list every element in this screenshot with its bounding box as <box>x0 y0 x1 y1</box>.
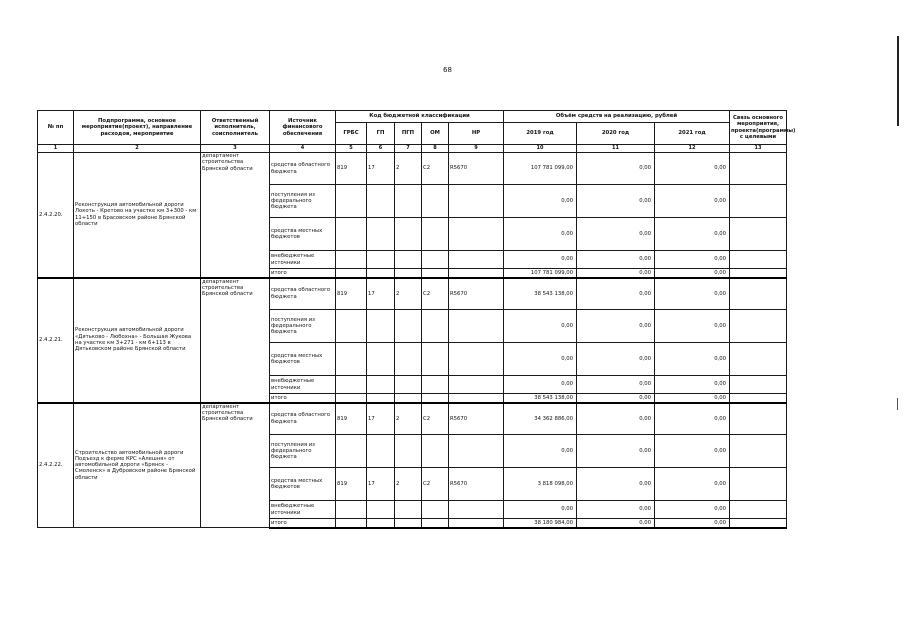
col-number: 7 <box>395 145 422 153</box>
code-gp: 17 <box>367 403 395 435</box>
amount-2020: 0,00 <box>577 403 655 435</box>
code-pgp <box>395 519 422 528</box>
code-gp <box>367 185 395 218</box>
code-pgp <box>395 394 422 403</box>
amount-2020: 0,00 <box>577 153 655 185</box>
amount-2019: 3 818 098,00 <box>504 468 577 501</box>
total-label: итого <box>270 394 336 403</box>
item-number: 2.4.2.22. <box>38 403 74 528</box>
code-nr <box>449 310 504 343</box>
total-2021: 0,00 <box>655 394 730 403</box>
col-number: 1 <box>38 145 74 153</box>
code-pgp: 2 <box>395 468 422 501</box>
header-grbs: ГРБС <box>336 123 367 145</box>
code-grbs <box>336 501 367 519</box>
amount-2019: 0,00 <box>504 251 577 269</box>
item-number: 2.4.2.21. <box>38 278 74 403</box>
code-grbs: 819 <box>336 278 367 310</box>
total-2021: 0,00 <box>655 269 730 278</box>
code-gp <box>367 251 395 269</box>
amount-2021: 0,00 <box>655 376 730 394</box>
code-nr <box>449 343 504 376</box>
funding-source: внебюджетные источники <box>270 251 336 269</box>
code-nr <box>449 501 504 519</box>
header-no: № пп <box>38 111 74 145</box>
code-grbs: 819 <box>336 403 367 435</box>
code-nr <box>449 218 504 251</box>
code-gp <box>367 218 395 251</box>
item-responsible: департамент строительства Брянской области <box>201 403 270 528</box>
header-2019: 2019 год <box>504 123 577 145</box>
code-nr <box>449 394 504 403</box>
total-2020: 0,00 <box>577 269 655 278</box>
amount-2019: 0,00 <box>504 501 577 519</box>
header-row-1 <box>38 111 787 123</box>
amount-2020: 0,00 <box>577 310 655 343</box>
code-nr <box>449 519 504 528</box>
funding-source: средства областного бюджета <box>270 403 336 435</box>
code-om <box>422 501 449 519</box>
amount-2020: 0,00 <box>577 251 655 269</box>
code-om <box>422 269 449 278</box>
table-row <box>38 278 787 310</box>
total-label: итого <box>270 519 336 528</box>
amount-2021: 0,00 <box>655 501 730 519</box>
amount-2021: 0,00 <box>655 218 730 251</box>
funding-source: средства областного бюджета <box>270 278 336 310</box>
link-cell <box>730 394 787 403</box>
amount-2021: 0,00 <box>655 403 730 435</box>
item-responsible: департамент строительства Брянской области <box>201 153 270 278</box>
amount-2020: 0,00 <box>577 185 655 218</box>
header-budget-code: Код бюджетной классификации <box>336 111 504 123</box>
code-om <box>422 394 449 403</box>
code-gp <box>367 519 395 528</box>
header-numbers-row <box>38 145 787 153</box>
total-2019: 38 543 138,00 <box>504 394 577 403</box>
code-grbs <box>336 519 367 528</box>
code-grbs <box>336 269 367 278</box>
code-pgp <box>395 501 422 519</box>
code-gp <box>367 394 395 403</box>
col-number: 5 <box>336 145 367 153</box>
code-om <box>422 218 449 251</box>
header-2020: 2020 год <box>577 123 655 145</box>
col-number: 6 <box>367 145 395 153</box>
col-number: 3 <box>201 145 270 153</box>
budget-table <box>37 110 796 529</box>
amount-2020: 0,00 <box>577 501 655 519</box>
link-cell <box>730 153 787 185</box>
col-number: 12 <box>655 145 730 153</box>
code-pgp <box>395 343 422 376</box>
amount-2021: 0,00 <box>655 310 730 343</box>
link-cell <box>730 218 787 251</box>
code-gp <box>367 435 395 468</box>
link-cell <box>730 519 787 528</box>
code-gp: 17 <box>367 153 395 185</box>
funding-source: средства местных бюджетов <box>270 218 336 251</box>
code-pgp <box>395 218 422 251</box>
header-pgp: ПГП <box>395 123 422 145</box>
code-om: C2 <box>422 403 449 435</box>
header-name: Подпрограмма, основное мероприятие(проект), направление расходов, мероприятие <box>74 111 201 145</box>
code-grbs <box>336 310 367 343</box>
scan-edge-tick <box>897 398 898 410</box>
amount-2019: 0,00 <box>504 185 577 218</box>
header-nr: НР <box>449 123 504 145</box>
total-2020: 0,00 <box>577 394 655 403</box>
code-om: C2 <box>422 468 449 501</box>
amount-2020: 0,00 <box>577 468 655 501</box>
code-om: C2 <box>422 153 449 185</box>
amount-2021: 0,00 <box>655 251 730 269</box>
code-om <box>422 343 449 376</box>
code-om <box>422 185 449 218</box>
amount-2019: 0,00 <box>504 376 577 394</box>
code-pgp <box>395 310 422 343</box>
code-grbs: 819 <box>336 153 367 185</box>
funding-source: поступления из федерального бюджета <box>270 435 336 468</box>
amount-2019: 0,00 <box>504 343 577 376</box>
amount-2019: 0,00 <box>504 310 577 343</box>
code-nr <box>449 435 504 468</box>
amount-2019: 107 781 099,00 <box>504 153 577 185</box>
link-cell <box>730 468 787 501</box>
amount-2021: 0,00 <box>655 468 730 501</box>
item-name: Реконструкция автомобильной дороги Локоть - Кретово на участке км 3+300 - км 11+150 в Брасовском районе Брянской области <box>74 153 201 278</box>
code-pgp: 2 <box>395 153 422 185</box>
link-cell <box>730 376 787 394</box>
col-number: 2 <box>74 145 201 153</box>
code-om <box>422 435 449 468</box>
funding-source: внебюджетные источники <box>270 376 336 394</box>
amount-2019: 0,00 <box>504 218 577 251</box>
code-gp: 17 <box>367 468 395 501</box>
code-grbs <box>336 394 367 403</box>
table-row <box>38 153 787 185</box>
code-nr: R5670 <box>449 153 504 185</box>
link-cell <box>730 278 787 310</box>
header-2021: 2021 год <box>655 123 730 145</box>
item-name: Строительство автомобильной дороги Подъезд к ферме КРС «Алешня» от автомобильной дороги «Брянск - Смоленск» в Дубровском районе Брянской области <box>74 403 201 528</box>
scan-edge-mark <box>897 36 899 126</box>
amount-2019: 0,00 <box>504 435 577 468</box>
col-number: 4 <box>270 145 336 153</box>
code-gp <box>367 343 395 376</box>
code-grbs <box>336 185 367 218</box>
code-gp <box>367 310 395 343</box>
code-nr <box>449 251 504 269</box>
header-amounts: Объём средств на реализацию, рублей <box>504 111 730 123</box>
code-grbs <box>336 343 367 376</box>
code-om: C2 <box>422 278 449 310</box>
amount-2019: 34 362 886,00 <box>504 403 577 435</box>
amount-2019: 38 543 138,00 <box>504 278 577 310</box>
funding-source: средства областного бюджета <box>270 153 336 185</box>
header-gp: ГП <box>367 123 395 145</box>
link-cell <box>730 435 787 468</box>
amount-2021: 0,00 <box>655 435 730 468</box>
total-2019: 107 781 099,00 <box>504 269 577 278</box>
funding-source: средства местных бюджетов <box>270 468 336 501</box>
code-pgp <box>395 376 422 394</box>
link-cell <box>730 251 787 269</box>
link-cell <box>730 185 787 218</box>
code-nr: R5670 <box>449 403 504 435</box>
item-responsible: департамент строительства Брянской области <box>201 278 270 403</box>
code-nr <box>449 185 504 218</box>
code-grbs: 819 <box>336 468 367 501</box>
col-number: 9 <box>449 145 504 153</box>
code-pgp <box>395 435 422 468</box>
funding-source: поступления из федерального бюджета <box>270 185 336 218</box>
code-nr <box>449 376 504 394</box>
amount-2020: 0,00 <box>577 278 655 310</box>
header-source: Источник финансового обеспечения <box>270 111 336 145</box>
code-pgp: 2 <box>395 278 422 310</box>
page-number: 68 <box>443 66 452 74</box>
table-row <box>38 403 787 435</box>
item-name: Реконструкция автомобильной дороги «Дятьково - Любохна» - Большая Жукова на участке км 3+271 - км 6+113 в Дятьковском районе Брянской области <box>74 278 201 403</box>
link-cell <box>730 501 787 519</box>
code-grbs <box>336 218 367 251</box>
code-om <box>422 519 449 528</box>
total-2019: 38 180 984,00 <box>504 519 577 528</box>
amount-2021: 0,00 <box>655 278 730 310</box>
col-number: 11 <box>577 145 655 153</box>
link-cell <box>730 269 787 278</box>
amount-2021: 0,00 <box>655 343 730 376</box>
funding-source: внебюджетные источники <box>270 501 336 519</box>
col-number: 10 <box>504 145 577 153</box>
funding-source: поступления из федерального бюджета <box>270 310 336 343</box>
code-gp <box>367 501 395 519</box>
header-link: Связь основного мероприятия, проекта(программы) с целевыми <box>730 111 787 145</box>
code-pgp: 2 <box>395 403 422 435</box>
code-grbs <box>336 435 367 468</box>
amount-2020: 0,00 <box>577 343 655 376</box>
code-om <box>422 251 449 269</box>
header-om: ОМ <box>422 123 449 145</box>
link-cell <box>730 403 787 435</box>
funding-source: средства местных бюджетов <box>270 343 336 376</box>
code-gp: 17 <box>367 278 395 310</box>
amount-2021: 0,00 <box>655 153 730 185</box>
code-pgp <box>395 185 422 218</box>
code-nr: R5670 <box>449 278 504 310</box>
code-nr <box>449 269 504 278</box>
amount-2020: 0,00 <box>577 376 655 394</box>
code-grbs <box>336 376 367 394</box>
link-cell <box>730 310 787 343</box>
code-om <box>422 376 449 394</box>
amount-2020: 0,00 <box>577 435 655 468</box>
total-2021: 0,00 <box>655 519 730 528</box>
item-number: 2.4.2.20. <box>38 153 74 278</box>
code-om <box>422 310 449 343</box>
total-2020: 0,00 <box>577 519 655 528</box>
code-gp <box>367 376 395 394</box>
header-responsible: Ответственный исполнитель, соисполнитель <box>201 111 270 145</box>
code-grbs <box>336 251 367 269</box>
code-pgp <box>395 251 422 269</box>
col-number: 13 <box>730 145 787 153</box>
total-label: итого <box>270 269 336 278</box>
code-pgp <box>395 269 422 278</box>
code-gp <box>367 269 395 278</box>
code-nr: R5670 <box>449 468 504 501</box>
amount-2021: 0,00 <box>655 185 730 218</box>
col-number: 8 <box>422 145 449 153</box>
link-cell <box>730 343 787 376</box>
amount-2020: 0,00 <box>577 218 655 251</box>
